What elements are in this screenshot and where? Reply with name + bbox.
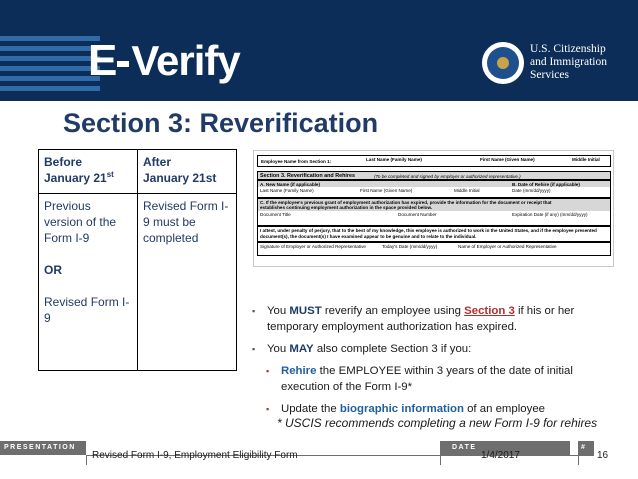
- form-row-signature: Signature of Employer or Authorized Representative Today's Date (mm/dd/yyyy) Name of Employer or Authorized Representative: [257, 242, 611, 256]
- form-section-title: Section 3. Reverification and Rehires (To be completed and signed by employer or authorized representative.): [257, 171, 611, 180]
- header-stripes: [0, 36, 100, 96]
- rehire-note: * USCIS recommends completing a new Form I-9 for rehires: [277, 416, 598, 430]
- form-row-attest: I attest, under penalty of perjury, that to the best of my knowledge, this employee is authorized to work in the United States, and if the employee presented document(s), the document(s) I have examined appear to be genuine and to relate to the individual.: [257, 226, 611, 242]
- logo-verify: Verify: [131, 37, 240, 84]
- slide-footer: [0, 441, 638, 463]
- logo-dash: [117, 61, 129, 67]
- form-row-a-b: A. New Name (if applicable) B. Date of Rehire (if applicable) Last Name (Family Name) First Name (Given Name) Middle Initial Date (mm/dd/yyyy): [257, 180, 611, 198]
- footer-title: Revised Form I-9, Employment Eligibility Form: [92, 450, 298, 461]
- after-body: Revised Form I-9 must be completed: [138, 194, 237, 371]
- section3-link[interactable]: Section 3: [464, 305, 515, 317]
- comparison-table: [38, 149, 237, 371]
- before-body: Previous version of the Form I-9 OR Revised Form I-9: [39, 194, 138, 371]
- form-row-employee-name: Employee Name from Section 1: Last Name (Family Name) First Name (Given Name) Middle Initial: [257, 155, 611, 167]
- bullet-must-reverify: ▪ You MUST reverify an employee using Section 3 if his or her temporary employment authorization has expired.: [252, 303, 620, 335]
- logo-e: E: [88, 36, 117, 85]
- footer-date: 1/4/2017: [481, 450, 520, 461]
- bullet-may-complete: ▪ You MAY also complete Section 3 if you:: [252, 341, 620, 357]
- before-header: Before January 21st: [39, 150, 138, 194]
- header-banner: [0, 0, 638, 101]
- or-label: OR: [44, 263, 62, 277]
- page-label: #: [578, 441, 594, 455]
- subbullet-update-bio: ▪ Update the biographic information of an employee: [266, 401, 620, 417]
- presentation-label: PRESENTATION: [0, 441, 86, 455]
- section3-form-image: [253, 150, 614, 267]
- page-title: Section 3: Reverification: [63, 108, 379, 138]
- form-row-c: C. If the employee's previous grant of employment authorization has expired, provide the information for the document or receipt that establishes continuing employment authorization in the space provided below. Document Title Document Number Expiration Date (if any) (mm/dd/yyyy): [257, 198, 611, 226]
- dhs-seal-icon: [482, 42, 524, 84]
- after-header: After January 21st: [138, 150, 237, 194]
- everify-logo: [88, 36, 240, 86]
- footer-page-number: 16: [597, 450, 609, 461]
- agency-name: U.S. Citizenship and Immigration Services: [530, 43, 607, 81]
- bullet-list: [252, 303, 620, 423]
- subbullet-rehire: ▪ Rehire the EMPLOYEE within 3 years of the date of initial execution of the Form I-9*: [266, 363, 620, 395]
- date-label: DATE: [440, 441, 570, 455]
